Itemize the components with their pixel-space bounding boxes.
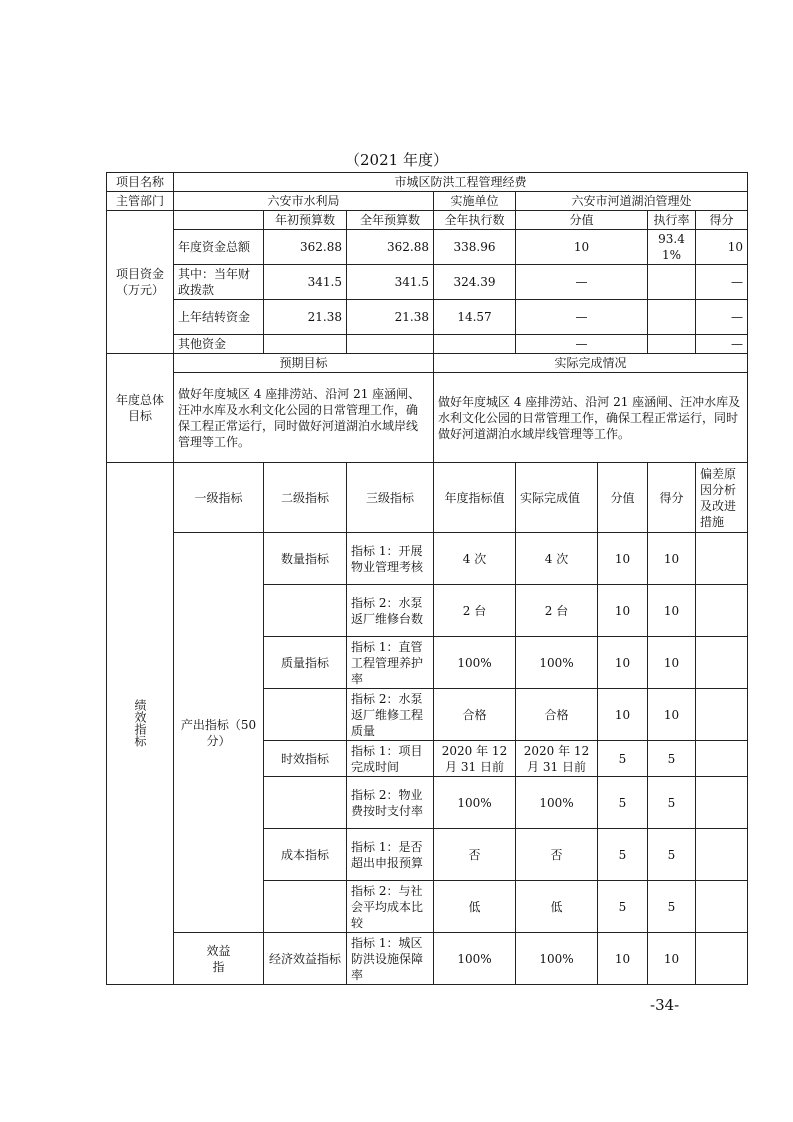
- funds-cell: [347, 335, 434, 354]
- funds-cell: 14.57: [434, 300, 516, 335]
- row-l3: 指标 2：物业费按时支付率: [347, 777, 434, 829]
- funds-cell: —: [696, 335, 748, 354]
- row-l3: 指标 1：直管工程管理养护率: [347, 637, 434, 689]
- dept-label: 主管部门: [107, 192, 174, 211]
- row-l2: [264, 881, 347, 933]
- row-score: 10: [598, 689, 648, 741]
- perf-header-target: 年度指标值: [434, 463, 516, 533]
- row-got: 10: [648, 637, 696, 689]
- row-score: 5: [598, 741, 648, 777]
- project-name: 市城区防洪工程管理经费: [174, 173, 748, 192]
- row-l2: [264, 777, 347, 829]
- row-deviation: [696, 829, 748, 881]
- row-l2: 经济效益指标: [264, 933, 347, 985]
- row-score: 5: [598, 777, 648, 829]
- funds-cell: 93.41%: [648, 230, 696, 265]
- unit-value: 六安市河道湖泊管理处: [516, 192, 748, 211]
- funds-header-got: 得分: [696, 211, 748, 230]
- funds-cell: [648, 335, 696, 354]
- funds-cell: —: [516, 335, 648, 354]
- funds-row-label: 其他资金: [174, 335, 264, 354]
- row-score: 5: [598, 829, 648, 881]
- row-score: 5: [598, 881, 648, 933]
- row-got: 5: [648, 741, 696, 777]
- row-l3: 指标 1：开展物业管理考核: [347, 533, 434, 585]
- row-target: 100%: [434, 933, 516, 985]
- row-score: 10: [598, 933, 648, 985]
- funds-cell: 341.5: [347, 265, 434, 300]
- row-target: 否: [434, 829, 516, 881]
- funds-label: 项目资金（万元）: [107, 211, 174, 354]
- benefit-label: 效益指: [174, 933, 264, 985]
- page-title: （2021 年度）: [345, 151, 448, 169]
- funds-cell: 21.38: [347, 300, 434, 335]
- funds-cell: 10: [516, 230, 648, 265]
- funds-cell: [264, 335, 347, 354]
- funds-row-label: 年度资金总额: [174, 230, 264, 265]
- perf-header-l1: 一级指标: [174, 463, 264, 533]
- row-deviation: [696, 741, 748, 777]
- row-actual: 100%: [516, 777, 598, 829]
- funds-header-rate: 执行率: [648, 211, 696, 230]
- row-deviation: [696, 933, 748, 985]
- row-target: 合格: [434, 689, 516, 741]
- funds-cell: [648, 265, 696, 300]
- row-got: 5: [648, 881, 696, 933]
- row-target: 100%: [434, 777, 516, 829]
- funds-cell: 21.38: [264, 300, 347, 335]
- row-target: 4 次: [434, 533, 516, 585]
- row-target: 2020 年 12 月 31 日前: [434, 741, 516, 777]
- goal-actual-header: 实际完成情况: [434, 354, 748, 373]
- page-number: -34-: [650, 996, 680, 1014]
- row-actual: 2020 年 12 月 31 日前: [516, 741, 598, 777]
- row-actual: 100%: [516, 933, 598, 985]
- performance-table: [106, 172, 748, 985]
- row-actual: 4 次: [516, 533, 598, 585]
- row-l2: 成本指标: [264, 829, 347, 881]
- row-actual: 100%: [516, 637, 598, 689]
- funds-cell: —: [696, 300, 748, 335]
- row-score: 10: [598, 533, 648, 585]
- row-l3: 指标 2：与社会平均成本比较: [347, 881, 434, 933]
- row-got: 5: [648, 829, 696, 881]
- funds-row-label: 上年结转资金: [174, 300, 264, 335]
- row-got: 10: [648, 933, 696, 985]
- goal-label: 年度总体目标: [107, 354, 174, 463]
- row-deviation: [696, 637, 748, 689]
- funds-header-score: 分值: [516, 211, 648, 230]
- row-deviation: [696, 881, 748, 933]
- funds-cell: [648, 300, 696, 335]
- row-l2: 质量指标: [264, 637, 347, 689]
- row-l2: [264, 585, 347, 637]
- row-l3: 指标 1：项目完成时间: [347, 741, 434, 777]
- goal-expected-header: 预期目标: [174, 354, 434, 373]
- funds-cell: —: [516, 265, 648, 300]
- perf-header-score: 分值: [598, 463, 648, 533]
- row-deviation: [696, 777, 748, 829]
- funds-cell: 362.88: [264, 230, 347, 265]
- row-target: 100%: [434, 637, 516, 689]
- funds-header-executed: 全年执行数: [434, 211, 516, 230]
- perf-header-l2: 二级指标: [264, 463, 347, 533]
- funds-row-label: 其中：当年财政拨款: [174, 265, 264, 300]
- row-deviation: [696, 689, 748, 741]
- row-l2: 时效指标: [264, 741, 347, 777]
- perf-label: 绩效指标: [107, 463, 174, 985]
- funds-cell: 324.39: [434, 265, 516, 300]
- funds-header-blank: [174, 211, 264, 230]
- funds-cell: 362.88: [347, 230, 434, 265]
- perf-header-deviation: 偏差原因分析及改进措施: [696, 463, 748, 533]
- funds-cell: [434, 335, 516, 354]
- row-target: 低: [434, 881, 516, 933]
- row-actual: 合格: [516, 689, 598, 741]
- funds-cell: 338.96: [434, 230, 516, 265]
- row-actual: 否: [516, 829, 598, 881]
- row-l3: 指标 2：水泵返厂维修工程质量: [347, 689, 434, 741]
- project-name-label: 项目名称: [107, 173, 174, 192]
- output-label: 产出指标（50分）: [174, 533, 264, 933]
- funds-cell: 10: [696, 230, 748, 265]
- row-got: 10: [648, 689, 696, 741]
- row-got: 10: [648, 533, 696, 585]
- row-score: 10: [598, 637, 648, 689]
- perf-header-actual: 实际完成值: [516, 463, 598, 533]
- row-actual: 2 台: [516, 585, 598, 637]
- row-actual: 低: [516, 881, 598, 933]
- funds-cell: —: [516, 300, 648, 335]
- perf-header-l3: 三级指标: [347, 463, 434, 533]
- row-target: 2 台: [434, 585, 516, 637]
- row-got: 10: [648, 585, 696, 637]
- funds-header-initial: 年初预算数: [264, 211, 347, 230]
- funds-cell: —: [696, 265, 748, 300]
- row-got: 5: [648, 777, 696, 829]
- perf-header-got: 得分: [648, 463, 696, 533]
- row-l3: 指标 2：水泵返厂维修台数: [347, 585, 434, 637]
- funds-header-annual: 全年预算数: [347, 211, 434, 230]
- goal-actual: 做好年度城区 4 座排涝站、沿河 21 座涵闸、汪冲水库及水利文化公园的日常管理工作，确保工程正常运行，同时做好河道湖泊水域岸线管理等工作。: [434, 373, 748, 463]
- row-deviation: [696, 533, 748, 585]
- unit-label: 实施单位: [434, 192, 516, 211]
- dept-value: 六安市水利局: [174, 192, 434, 211]
- row-l3: 指标 1：是否超出申报预算: [347, 829, 434, 881]
- funds-cell: 341.5: [264, 265, 347, 300]
- row-deviation: [696, 585, 748, 637]
- row-score: 10: [598, 585, 648, 637]
- row-l2: [264, 689, 347, 741]
- row-l3: 指标 1：城区防洪设施保障率: [347, 933, 434, 985]
- row-l2: 数量指标: [264, 533, 347, 585]
- goal-expected: 做好年度城区 4 座排涝站、沿河 21 座涵闸、汪冲水库及水利文化公园的日常管理工作，确保工程正常运行，同时做好河道湖泊水域岸线管理等工作。: [174, 373, 434, 463]
